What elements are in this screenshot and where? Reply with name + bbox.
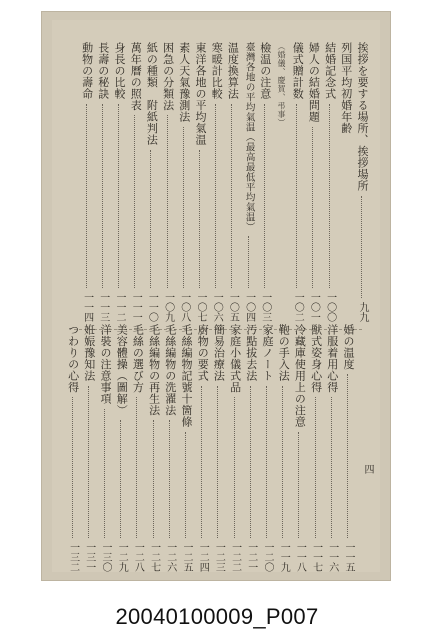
- leader-dots: [153, 420, 154, 538]
- leader-dots: [347, 374, 348, 538]
- toc-entry-page: 九九: [357, 302, 368, 322]
- toc-entry-page: 一一六: [326, 542, 338, 572]
- leader-dots: [231, 104, 232, 288]
- toc-upper-section: [66, 42, 370, 322]
- toc-entry-page: 一二四: [197, 542, 209, 572]
- toc-entry: [97, 324, 113, 572]
- leader-dots: [266, 386, 267, 538]
- toc-entry-page: 一二九: [116, 542, 128, 572]
- toc-entry-title: 長壽の秘訣: [96, 42, 110, 100]
- toc-entry-title: 家庭ノート: [261, 324, 274, 382]
- leader-dots: [183, 127, 184, 288]
- toc-entry: [305, 42, 321, 322]
- toc-entry-page: 一三一: [83, 542, 95, 572]
- toc-entry-title: つわりの心得: [66, 324, 80, 393]
- toc-entry-page: 一二六: [164, 542, 176, 572]
- leader-dots: [86, 104, 87, 288]
- leader-dots: [201, 386, 202, 538]
- toc-entry-page: 一一五: [343, 542, 354, 572]
- book-page: [42, 12, 390, 580]
- toc-entry: [243, 324, 259, 572]
- toc-entry-title: 美容體操（圖解）: [115, 324, 129, 416]
- toc-entry-page: 一一二: [114, 292, 125, 322]
- toc-entry-title: 婦人の結婚問題: [307, 42, 321, 123]
- toc-entry-title: 身長の比較: [113, 42, 126, 100]
- toc-entry-page: 一三二: [67, 542, 79, 572]
- toc-entry: [162, 324, 178, 572]
- toc-entry: [322, 42, 338, 322]
- page-number: 四: [362, 464, 373, 474]
- toc-entry-page: 一一三: [97, 292, 109, 322]
- leader-dots: [248, 236, 249, 288]
- toc-entry-title: 毛絲編物記號十箇條: [180, 324, 193, 428]
- toc-entry: [308, 324, 324, 572]
- toc-entry-title: 婚の温度: [342, 324, 355, 370]
- toc-entry: [208, 42, 224, 322]
- toc-entry: [194, 324, 210, 572]
- leader-dots: [361, 196, 362, 298]
- toc-entry: [127, 42, 143, 322]
- toc-entry-title: 鞄の手入法: [277, 324, 291, 382]
- toc-entry-page: 一二七: [148, 542, 160, 572]
- leader-dots: [329, 104, 330, 288]
- toc-entry-page: 一二八: [132, 542, 144, 572]
- toc-entry: [111, 42, 127, 322]
- toc-entry: [192, 42, 208, 322]
- leader-dots: [234, 397, 235, 538]
- toc-entry: [259, 324, 275, 572]
- toc-entry: [227, 324, 243, 572]
- toc-entry: [176, 42, 192, 322]
- toc-entry-page: 一一九: [278, 542, 290, 572]
- leader-dots: [169, 420, 170, 538]
- toc-entry-page: 一一四: [81, 292, 93, 322]
- leader-dots: [215, 104, 216, 288]
- toc-entry-page: 一〇五: [227, 292, 239, 322]
- toc-entry-title: 列国平均初婚年齢: [339, 42, 353, 134]
- leader-dots: [199, 150, 200, 288]
- toc-entry-title: 簡易治療法: [212, 324, 226, 382]
- toc-entry: [113, 324, 129, 572]
- leader-dots: [104, 409, 105, 538]
- toc-entry-title: 獣式姿身心得: [309, 324, 323, 393]
- toc-entry-title: 温度換算法: [226, 42, 240, 100]
- toc-entry-page: 一〇八: [178, 292, 190, 322]
- toc-entry-title: 檢温の注意: [258, 42, 272, 100]
- toc-entry-title: 素人天氣豫測法: [177, 42, 191, 123]
- toc-entry: [143, 42, 159, 322]
- toc-entry: [340, 324, 356, 572]
- toc-entry-page: 一二〇: [262, 542, 273, 572]
- toc-entry-title: （婚儀、慶賀、弔事）: [277, 42, 286, 127]
- toc-entry-page: 一二一: [245, 542, 257, 572]
- toc-entry-page: 一二三: [213, 542, 225, 572]
- toc-entry-title: 姙娠豫知法: [82, 324, 96, 382]
- toc-entry-page: 一〇三: [259, 292, 271, 322]
- leader-dots: [264, 104, 265, 288]
- toc-entry-title: 寒暖計比較: [210, 42, 224, 100]
- toc-entry-page: 一〇六: [211, 292, 223, 322]
- leader-dots: [298, 432, 299, 538]
- leader-dots: [217, 386, 218, 538]
- leader-dots: [118, 104, 119, 288]
- toc-entry: [79, 42, 95, 322]
- toc-entry-page: 一〇一: [308, 292, 320, 322]
- toc-entry-title: 萬年曆の照表: [129, 42, 143, 111]
- leader-dots: [312, 127, 313, 288]
- toc-entry-title: 紙の種類 附紙判法: [145, 42, 159, 146]
- toc-entry: [160, 42, 176, 322]
- toc-entry-title: 汚點拔去法: [244, 324, 258, 382]
- toc-entry: [95, 42, 111, 322]
- leader-dots: [282, 386, 283, 538]
- leader-dots: [72, 397, 73, 538]
- toc-entry: [354, 42, 370, 322]
- toc-entry-title: 東洋各地の平均氣温: [194, 42, 207, 146]
- leader-dots: [136, 397, 137, 538]
- toc-entry-title: 洋服着用心得: [325, 324, 339, 393]
- toc-entry-page: 一一七: [310, 542, 322, 572]
- toc-entry: [178, 324, 194, 572]
- toc-entry: [210, 324, 226, 572]
- leader-dots: [150, 150, 151, 288]
- toc-entry-page: 一〇七: [195, 292, 206, 322]
- toc-entry-page: 一〇四: [243, 292, 255, 322]
- toc-entry-page: 一〇九: [162, 292, 174, 322]
- toc-entry-page: 一一一: [130, 292, 142, 322]
- image-caption: 20040100009_P007: [115, 604, 319, 629]
- toc-entry-title: 毛絲編物の再生法: [147, 324, 161, 416]
- toc-entry: [81, 324, 97, 572]
- toc-entry-title: 毛絲編物の洗濯法: [163, 324, 177, 416]
- toc-entry: [241, 42, 257, 322]
- leader-dots: [296, 104, 297, 288]
- toc-lower-section: [66, 324, 370, 572]
- toc-entry-title: 冷藏庫使用上の注意: [293, 324, 307, 428]
- leader-dots: [315, 397, 316, 538]
- leader-dots: [185, 432, 186, 538]
- toc-entry-title: 臺灣各地の平均氣温（最高最低平均氣温）: [243, 42, 255, 232]
- toc-entry-title: 挨拶を要する場所、挨拶場所: [356, 42, 369, 192]
- toc-entry: [273, 42, 289, 322]
- leader-dots: [88, 386, 89, 538]
- toc-entry-page: 一一八: [294, 542, 306, 572]
- toc-entry: [338, 42, 354, 322]
- toc-entry: [129, 324, 145, 572]
- toc-entry: [275, 324, 291, 572]
- toc-entry-title: 儀式贈計数: [291, 42, 305, 100]
- toc-entry-title: 洋裝の注意事項: [99, 324, 112, 405]
- toc-entry-page: 一一〇: [146, 292, 158, 322]
- toc-entry-title: 困急の分類法: [161, 42, 175, 111]
- table-of-contents: [52, 20, 380, 572]
- toc-entry: [291, 324, 307, 572]
- toc-entry: [257, 42, 273, 322]
- toc-entry-title: 毛絲の選び方: [131, 324, 145, 393]
- leader-dots: [120, 420, 121, 538]
- toc-entry-title: 動物の壽命: [80, 42, 94, 100]
- leader-dots: [102, 104, 103, 288]
- leader-dots: [167, 115, 168, 288]
- toc-entry-title: 結婚記念式: [323, 42, 337, 100]
- toc-entry-page: 一〇〇: [324, 292, 336, 322]
- toc-entry: [289, 42, 305, 322]
- leader-dots: [250, 386, 251, 538]
- toc-entry-page: 一二二: [229, 542, 241, 572]
- toc-entry: [324, 324, 340, 572]
- toc-entry: [65, 324, 81, 572]
- leader-dots: [134, 115, 135, 288]
- toc-entry-page: 一三〇: [100, 542, 111, 572]
- toc-entry-title: 廚物の要式: [196, 324, 210, 382]
- leader-dots: [331, 397, 332, 538]
- toc-entry-page: 一二五: [181, 542, 192, 572]
- toc-entry: [224, 42, 240, 322]
- toc-entry-title: 家庭小儀式品: [228, 324, 242, 393]
- toc-entry: [146, 324, 162, 572]
- toc-entry-page: 一〇二: [292, 292, 304, 322]
